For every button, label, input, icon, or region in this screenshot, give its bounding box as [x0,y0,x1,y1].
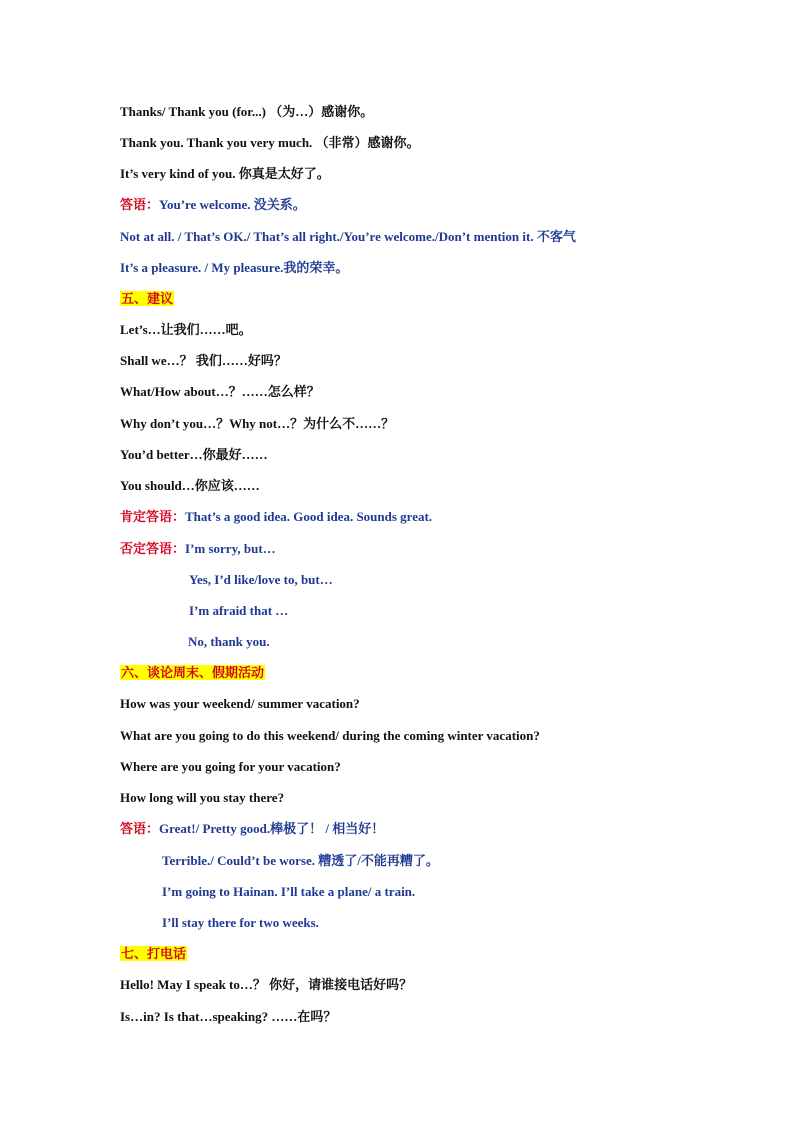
heading-text: 七、打电话 [121,946,187,961]
thanks-line-1: Thanks/ Thank you (for...) （为…）感谢你。 [120,104,374,119]
thanks-reply [120,196,306,214]
suggestion-line-1: Let’s…让我们……吧。 [120,322,252,337]
negative-text-3: I’m afraid that … [189,603,289,618]
suggestion-line-3: What/How about…？……怎么样？ [120,384,320,399]
thanks-line-5: Not at all. / That’s OK./ That’s all right./You’re welcome./Don’t mention it. 不客气 [120,229,576,244]
positive-reply [120,508,432,526]
reply-text: You’re welcome. 没关系。 [159,197,306,212]
reply-text-2: Terrible./ Could’t be worse. 糟透了/不能再糟了。 [162,853,439,868]
phone-line-1: Hello! May I speak to…？ 你好，请谁接电话好吗？ [120,977,413,992]
weekend-line-4: How long will you stay there? [120,790,285,805]
suggestion-line-2: Shall we…？ 我们……好吗？ [120,353,287,368]
negative-reply [120,540,276,558]
weekend-reply [120,820,384,838]
reply-text-3: I’m going to Hainan. I’ll take a plane/ a train. [162,884,416,899]
section-heading-suggestion [120,290,174,308]
positive-label: 肯定答语： [120,509,186,524]
reply-label: 答语： [120,197,160,212]
suggestion-line-4: Why don’t you…？Why not…？为什么不……？ [120,416,395,431]
suggestion-line-6: You should…你应该…… [120,478,260,493]
reply-text-1: Great!/ Pretty good.棒极了！ / 相当好！ [159,821,385,836]
reply-label: 答语： [120,821,160,836]
weekend-line-3: Where are you going for your vacation? [120,759,341,774]
thanks-line-6: It’s a pleasure. / My pleasure.我的荣幸。 [120,260,349,275]
thanks-line-2: Thank you. Thank you very much. （非常）感谢你。 [120,135,420,150]
weekend-line-1: How was your weekend/ summer vacation? [120,696,360,711]
phone-line-2: Is…in? Is that…speaking? ……在吗？ [120,1009,337,1024]
reply-text-4: I’ll stay there for two weeks. [162,915,319,930]
positive-text: That’s a good idea. Good idea. Sounds great. [185,509,433,524]
negative-label: 否定答语： [120,541,186,556]
heading-text: 五、建议 [121,291,174,306]
negative-text-4: No, thank you. [188,634,270,649]
section-heading-phone [120,945,187,963]
negative-text-2: Yes, I’d like/love to, but… [189,572,333,587]
section-heading-weekend [120,664,265,682]
heading-text: 六、谈论周末、假期活动 [121,665,265,680]
suggestion-line-5: You’d better…你最好…… [120,447,268,462]
weekend-line-2: What are you going to do this weekend/ during the coming winter vacation? [120,728,540,743]
thanks-line-3: It’s very kind of you. 你真是太好了。 [120,166,330,181]
negative-text-1: I’m sorry, but… [185,541,276,556]
